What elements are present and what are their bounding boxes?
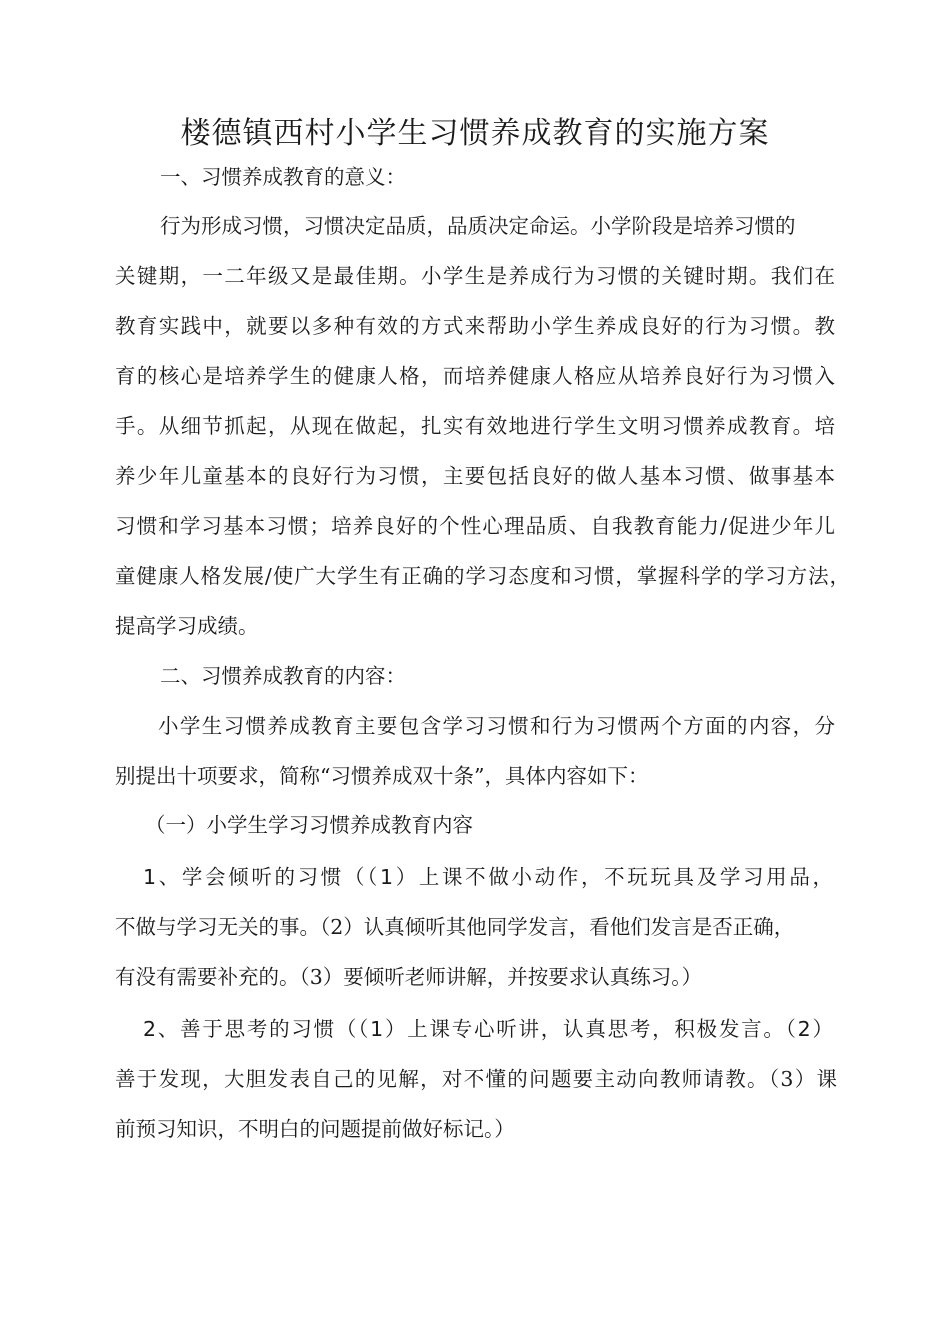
paragraph-line: 育的核心是培养学生的健康人格，而培养健康人格应从培养良好行为习惯入 (115, 364, 835, 388)
list-item-listening: 1、学会倾听的习惯（（1）上课不做小动作，不玩玩具及学习用品， (143, 865, 833, 889)
paragraph-line: 手。从细节抓起，从现在做起，扎实有效地进行学生文明习惯养成教育。培 (115, 414, 835, 438)
list-item-thinking: 2、善于思考的习惯（（1）上课专心听讲，认真思考，积极发言。（2） (143, 1017, 833, 1041)
paragraph-line: 提高学习成绩。 (115, 614, 259, 638)
paragraph-line: 童健康人格发展/使广大学生有正确的学习态度和习惯，掌握科学的学习方法， (115, 564, 850, 588)
paragraph-line: 习惯和学习基本习惯；培养良好的个性心理品质、自我教育能力/促进少年儿 (115, 514, 835, 538)
paragraph-line: 别提出十项要求，简称“习惯养成双十条”，具体内容如下： (115, 764, 649, 788)
list-item-line: 前预习知识，不明白的问题提前做好标记。） (115, 1117, 515, 1141)
paragraph-line: 小学生习惯养成教育主要包含学习习惯和行为习惯两个方面的内容，分 (158, 714, 835, 738)
section-heading-significance: 一、习惯养成教育的意义： (160, 165, 406, 189)
list-item-line: 善于发现，大胆发表自己的见解，对不懂的问题要主动向教师请教。（3）课 (115, 1067, 837, 1091)
paragraph-line: 教育实践中，就要以多种有效的方式来帮助小学生养成良好的行为习惯。教 (115, 314, 835, 338)
subsection-heading: （一）小学生学习习惯养成教育内容 (145, 813, 473, 837)
section-heading-content: 二、习惯养成教育的内容： (160, 664, 406, 688)
paragraph-line: 行为形成习惯，习惯决定品质，品质决定命运。小学阶段是培养习惯的 (160, 214, 796, 238)
paragraph-line: 养少年儿童基本的良好行为习惯，主要包括良好的做人基本习惯、做事基本 (115, 464, 835, 488)
list-item-line: 不做与学习无关的事。（2）认真倾听其他同学发言，看他们发言是否正确， (115, 915, 795, 939)
document-title: 楼德镇西村小学生习惯养成教育的实施方案 (180, 116, 770, 151)
paragraph-line: 关键期，一二年级又是最佳期。小学生是养成行为习惯的关键时期。我们在 (115, 264, 835, 288)
list-item-line: 有没有需要补充的。（3）要倾听老师讲解，并按要求认真练习。） (115, 965, 703, 989)
